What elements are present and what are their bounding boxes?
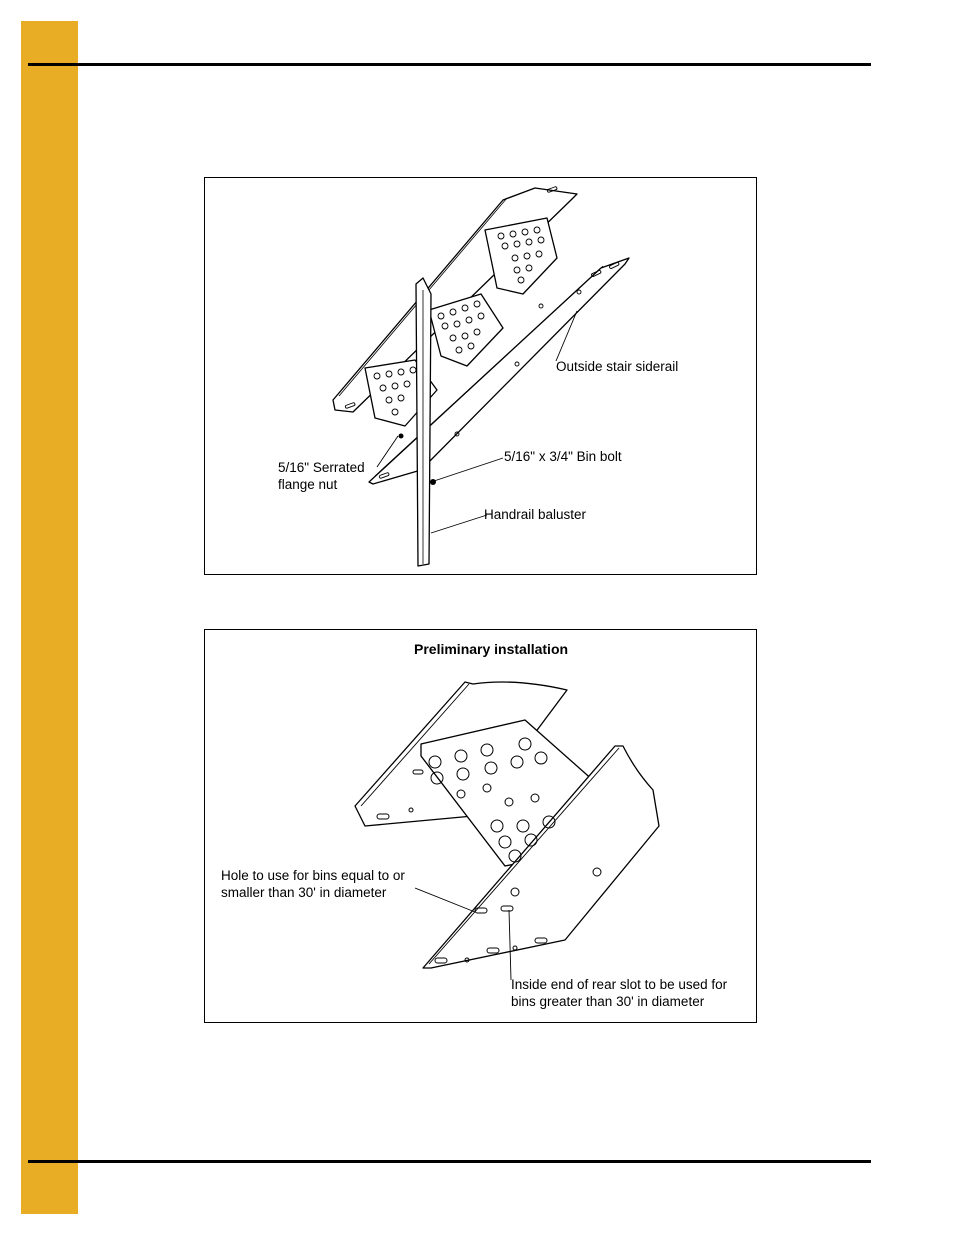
flange-nut-label-line1: 5/16" Serrated bbox=[278, 460, 365, 475]
side-color-tab bbox=[21, 21, 78, 1214]
stair-assembly-figure bbox=[204, 177, 757, 575]
small-bin-hole-label-line1: Hole to use for bins equal to or bbox=[221, 868, 405, 883]
small-bin-hole-label-line2: smaller than 30' in diameter bbox=[221, 885, 387, 900]
figure-title: Preliminary installation bbox=[414, 641, 569, 657]
rear-slot-label-line1: Inside end of rear slot to be used for bbox=[511, 977, 728, 992]
handrail-baluster-shape bbox=[416, 278, 431, 566]
bin-bolt-label: 5/16" x 3/4" Bin bolt bbox=[504, 449, 622, 464]
stair-assembly-drawing bbox=[205, 178, 756, 574]
header-rule bbox=[28, 63, 871, 66]
installation-detail-drawing bbox=[205, 630, 756, 1022]
footer-rule bbox=[28, 1160, 871, 1163]
siderail-label: Outside stair siderail bbox=[556, 359, 679, 374]
flange-nut-label-line2: flange nut bbox=[278, 477, 338, 492]
baluster-label: Handrail baluster bbox=[484, 507, 587, 522]
preliminary-installation-figure bbox=[204, 629, 757, 1023]
rear-slot-label-line2: bins greater than 30' in diameter bbox=[511, 994, 705, 1009]
